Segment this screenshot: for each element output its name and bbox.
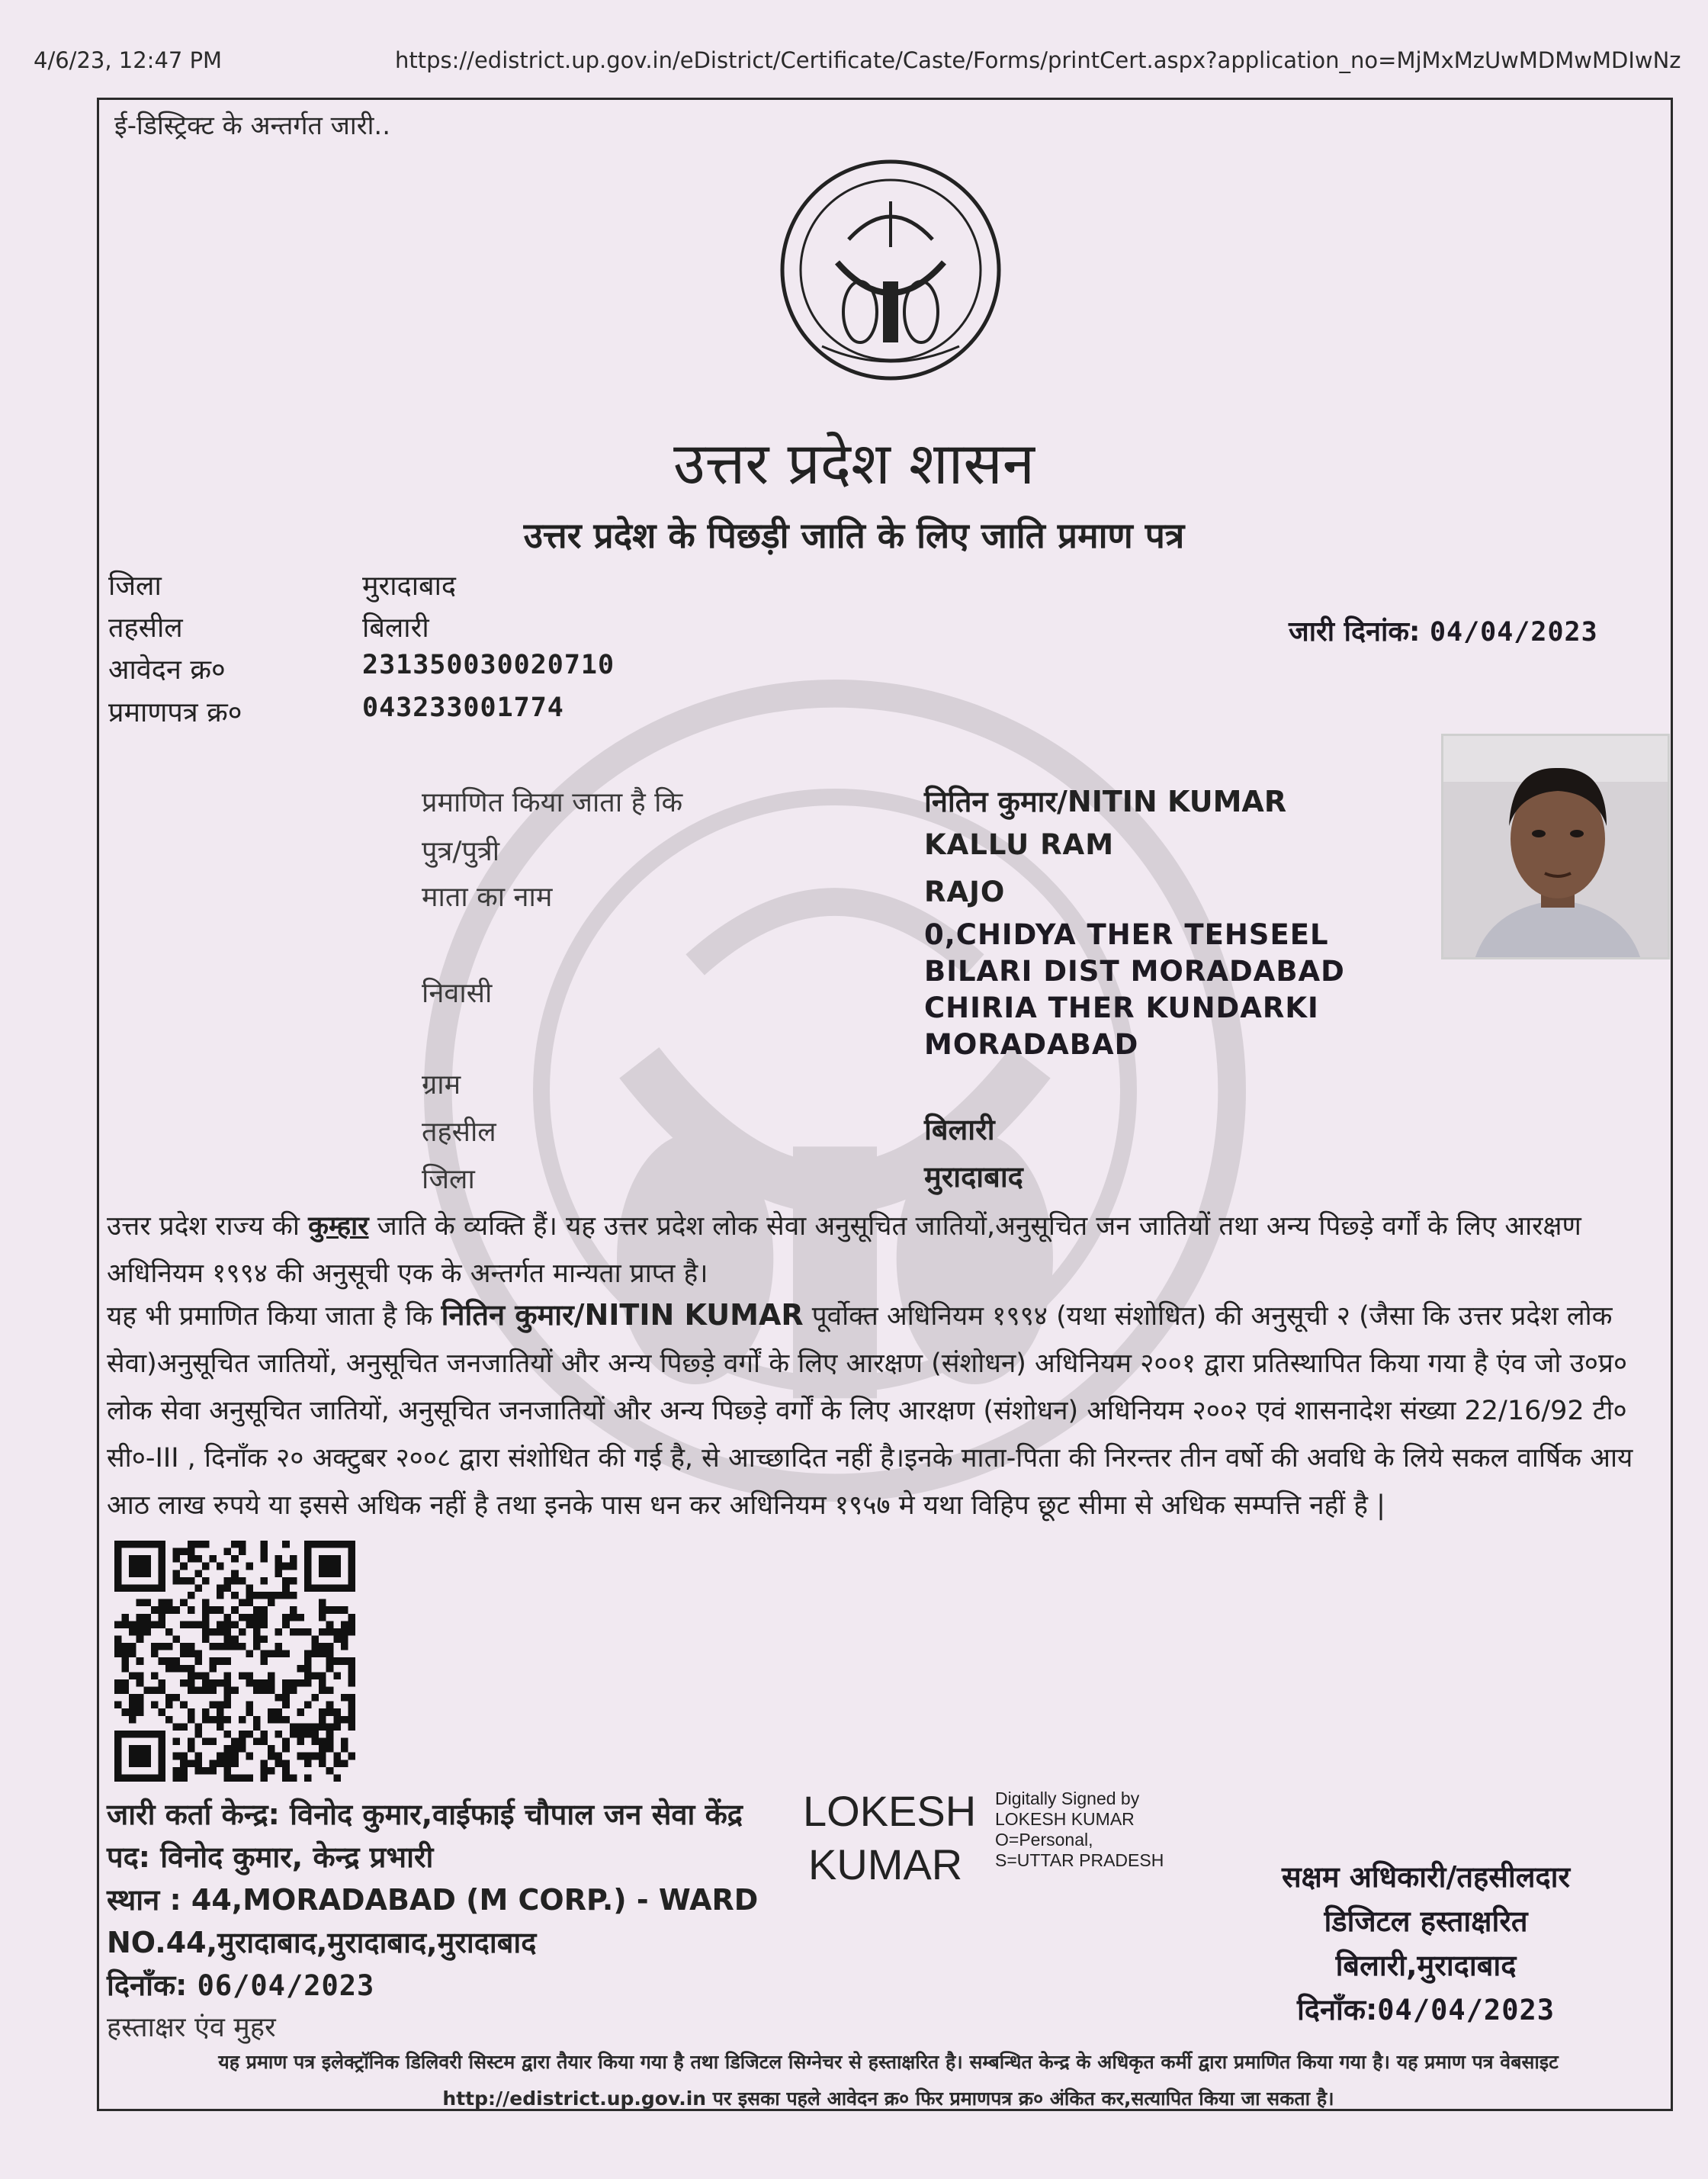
- qr-code: [114, 1541, 355, 1782]
- applicant-photo: [1441, 734, 1670, 959]
- field-value-certificate-no: 043233001774: [362, 693, 564, 723]
- label-son-of: पुत्र/पुत्री: [422, 836, 500, 867]
- field-label-application-no: आवेदन क्र०: [108, 654, 226, 686]
- officer-place: बिलारी,मुरादाबाद: [1335, 1949, 1517, 1982]
- para2-text-before: यह भी प्रमाणित किया जाता है कि: [107, 1301, 441, 1332]
- dsig-line-3: O=Personal,: [995, 1830, 1093, 1850]
- caste-name: कुम्हार: [308, 1211, 369, 1242]
- address-line-3: CHIRIA THER KUNDARKI: [924, 991, 1319, 1024]
- issuer-place-line-1: स्थान : 44,MORADABAD (M CORP.) - WARD: [107, 1883, 759, 1917]
- caste-paragraph: [107, 1203, 1670, 1297]
- issuer-date-label: दिनाँक:: [107, 1968, 188, 2002]
- para2-text-after: पूर्वोक्त अधिनियम १९९४ (यथा संशोधित) की अनुसूची २ (जैसा कि उत्तर प्रदेश लोक सेवा)अनुसूचित जातियों, अनुसूचित जनजातियों और अन्य पिछ्ड़े वर्गों के लिए आरक्षण (संशोधन) अधिनियम २००१ द्वारा प्रतिस्थापित किया गया है एंव जो उ०प्र० लोक सेवा अनुसूचित जातियों, अनुसूचित जनजातियों और अन्य पिछ्ड़े वर्गों के लिए आरक्षण (संशोधन) अधिनियम २००२ एवं शासनादेश संख्या 22/16/92 टी० सी०-III , दिनाँक २० अक्टुबर २००८ द्वारा संशोधित की गई है, से आच्छादित नहीं है।इनके माता-पिता की निरन्तर तीन वर्षो की अवधि के लिये सकल वार्षिक आय आठ लाख रुपये या इससे अधिक नहीं है तथा इनके पास धन कर अधिनियम १९५७ मे यथा विहिप छूट सीमा से अधिक सम्पत्ति नहीं है |: [107, 1301, 1633, 1521]
- issuer-place-line-2: NO.44,मुरादाबाद,मुरादाबाद,मुरादाबाद: [107, 1926, 537, 1959]
- certificate-subtitle: उत्तर प्रदेश के पिछड़ी जाति के लिए जाति प्रमाण पत्र: [523, 515, 1185, 556]
- field-label-district: जिला: [108, 570, 162, 602]
- field-value-application-no: 231350030020710: [362, 650, 615, 680]
- issuing-centre: जारी कर्ता केन्द्र: विनोद कुमार,वाईफाई चौपाल जन सेवा केंद्र: [107, 1798, 743, 1831]
- label-certified: प्रमाणित किया जाता है कि: [422, 787, 683, 818]
- sign-and-seal: हस्ताक्षर एंव मुहर: [107, 2012, 276, 2043]
- print-timestamp: 4/6/23, 12:47 PM: [34, 47, 223, 73]
- dsig-line-1: Digitally Signed by: [995, 1789, 1140, 1808]
- print-url: https://edistrict.up.gov.in/eDistrict/Certificate/Caste/Forms/printCert.aspx?application_no=MjMxMzUwMDMwMDIwNz: [395, 47, 1681, 73]
- label-person-district: जिला: [422, 1164, 475, 1195]
- dsig-line-4: S=UTTAR PRADESH: [995, 1850, 1164, 1870]
- digital-signature-details: [995, 1789, 1164, 1871]
- signature-name-line-2: KUMAR: [808, 1840, 963, 1888]
- officer-date-value: 04/04/2023: [1377, 1994, 1556, 2026]
- dsig-line-2: LOKESH KUMAR: [995, 1809, 1135, 1829]
- certificate-title: उत्तर प्रदेश शासन: [673, 429, 1035, 497]
- address-line-1: 0,CHIDYA THER TEHSEEL: [924, 918, 1329, 951]
- field-value-district: मुरादाबाद: [362, 570, 457, 602]
- officer-date: [1235, 1989, 1616, 2029]
- field-value-tehsil: बिलारी: [362, 612, 429, 644]
- issue-date: [1289, 612, 1598, 649]
- issuer-date-value: 06/04/2023: [197, 1969, 375, 2002]
- issuer-date: [107, 1965, 374, 2004]
- officer-date-label: दिनाँक:: [1296, 1993, 1378, 2026]
- eligibility-paragraph: [107, 1291, 1670, 1529]
- issuer-post: पद: विनोद कुमार, केन्द्र प्रभारी: [107, 1840, 434, 1874]
- para2-person-name: नितिन कुमार/NITIN KUMAR: [441, 1298, 804, 1332]
- mother-name: RAJO: [924, 876, 1006, 908]
- label-person-tehsil: तहसील: [422, 1117, 496, 1148]
- field-label-certificate-no: प्रमाणपत्र क्र०: [108, 697, 242, 728]
- father-name: KALLU RAM: [924, 828, 1115, 861]
- address-line-4: MORADABAD: [924, 1028, 1139, 1061]
- field-label-tehsil: तहसील: [108, 612, 183, 644]
- person-tehsil: बिलारी: [924, 1113, 995, 1146]
- person-name: नितिन कुमार/NITIN KUMAR: [924, 785, 1287, 818]
- para1-text-before: उत्तर प्रदेश राज्य की: [107, 1211, 309, 1242]
- up-emblem-seal: [776, 156, 1005, 384]
- issue-date-value: 04/04/2023: [1429, 617, 1598, 648]
- issue-date-label: जारी दिनांक:: [1289, 616, 1421, 648]
- issued-under-note: ई-डिस्ट्रिक्ट के अन्तर्गत जारी..: [114, 111, 391, 141]
- label-resident: निवासी: [422, 978, 493, 1009]
- person-district: मुरादाबाद: [924, 1160, 1023, 1194]
- label-village: ग्राम: [422, 1069, 461, 1101]
- officer-title: सक्षम अधिकारी/तहसीलदार: [1281, 1860, 1571, 1894]
- para1-text-after: जाति के व्यक्ति हैं। यह उत्तर प्रदेश लोक सेवा अनुसूचित जातियों,अनुसूचित जन जातियों तथा अन्य पिछ्ड़े वर्गों के लिए आरक्षण अधिनियम १९९४ की अनुसूची एक के अन्तर्गत मान्यता प्राप्त है।: [107, 1211, 1581, 1289]
- signature-name-line-1: LOKESH: [803, 1787, 977, 1835]
- footer-note: यह प्रमाण पत्र इलेक्ट्रॉनिक डिलिवरी सिस्टम द्वारा तैयार किया गया है तथा डिजिटल सिग्नेचर से हस्ताक्षरित है। सम्बन्धित केन्द्र के अधिकृत कर्मी द्वारा प्रमाणित किया गया है। यह प्रमाण पत्र वेबसाइट http://edistrict.up.gov.in पर इसका पहले आवेदन क्र० फिर प्रमाणपत्र क्र० अंकित कर,सत्यापित किया जा सकता है।: [218, 2051, 1559, 2110]
- officer-signed: डिजिटल हस्ताक्षरित: [1324, 1904, 1528, 1938]
- address-line-2: BILARI DIST MORADABAD: [924, 955, 1345, 988]
- label-mother: माता का नाम: [422, 882, 553, 913]
